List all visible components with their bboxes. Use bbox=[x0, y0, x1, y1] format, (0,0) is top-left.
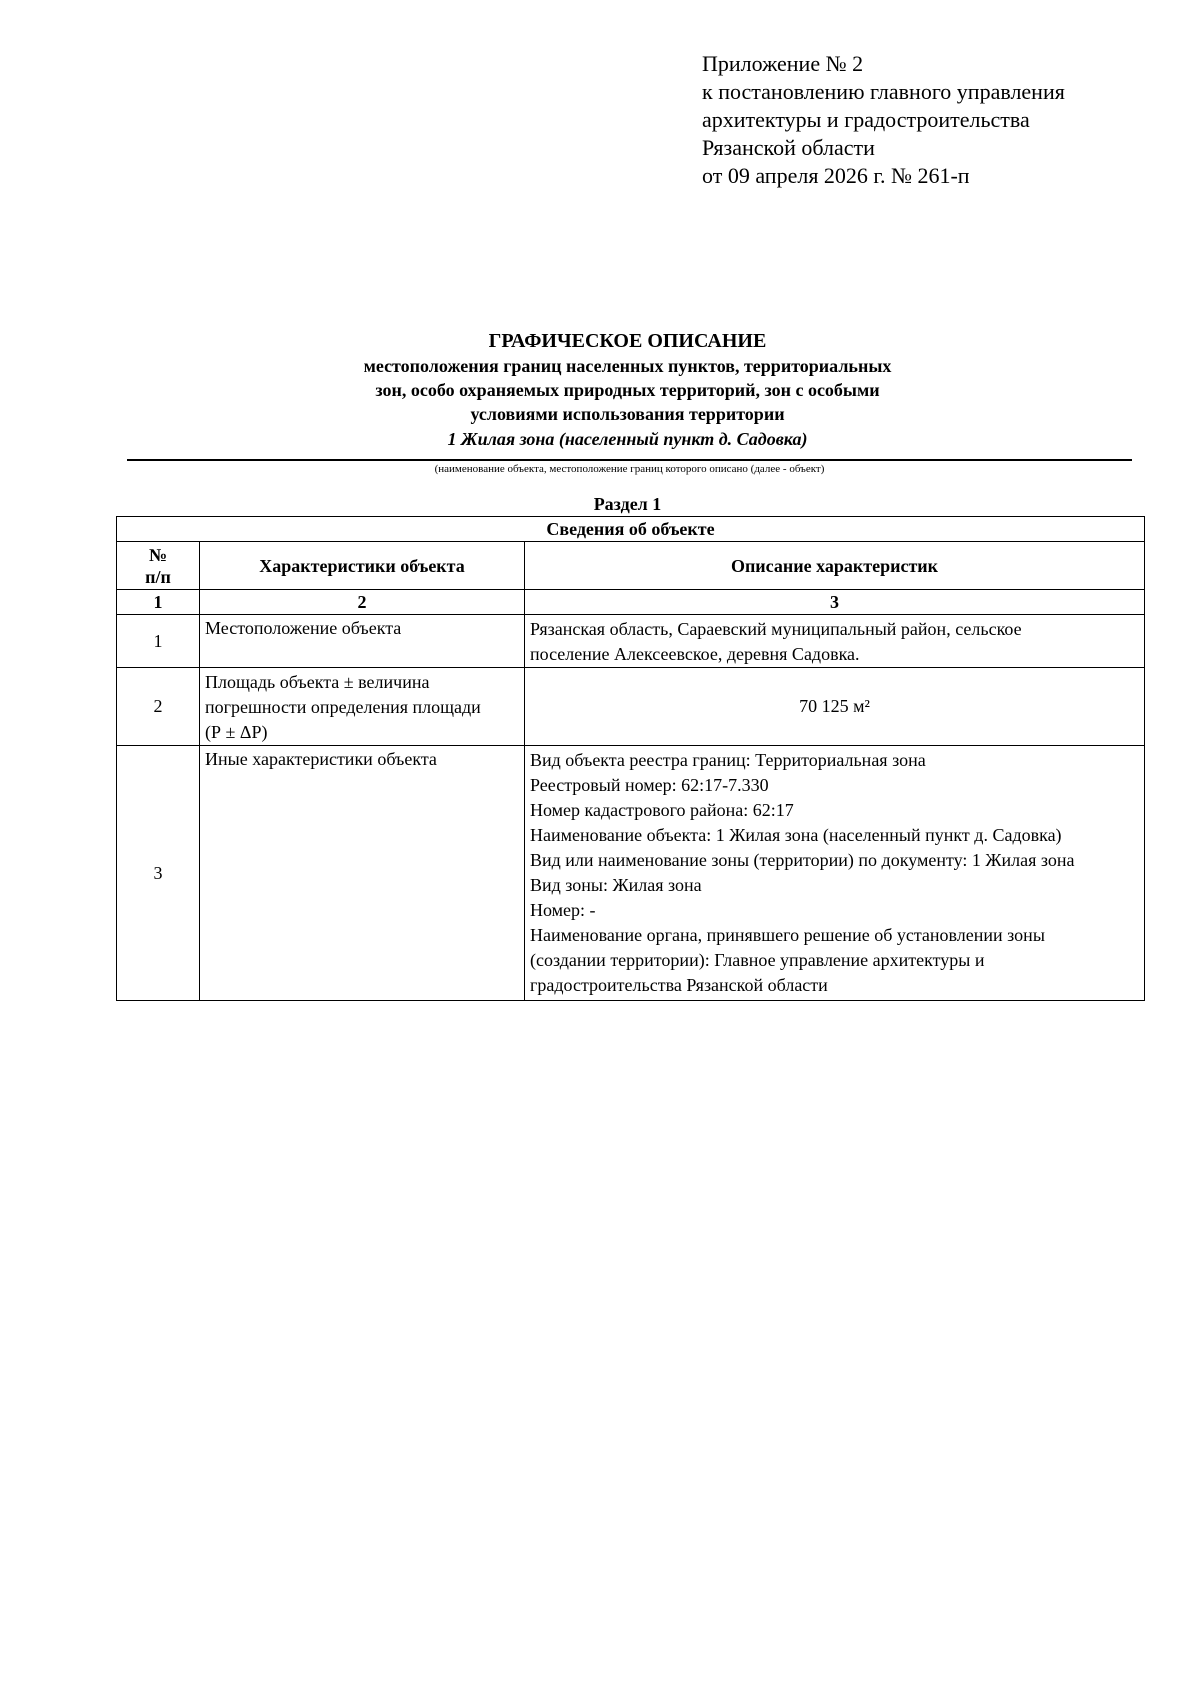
index-cell: 3 bbox=[525, 590, 1145, 615]
object-name: 1 Жилая зона (населенный пункт д. Садовка) bbox=[447, 429, 808, 449]
row-description bbox=[525, 746, 1145, 1001]
appendix-line: от 09 апреля 2026 г. № 261-п bbox=[702, 163, 970, 188]
description-line: Наименование объекта: 1 Жилая зона (населенный пункт д. Садовка) bbox=[530, 825, 1062, 845]
document-subtitle-line: условиями использования территории bbox=[470, 404, 785, 424]
document-heading bbox=[110, 328, 1145, 451]
description-line: Номер кадастрового района: 62:17 bbox=[530, 800, 794, 820]
object-info-table bbox=[116, 516, 1145, 1001]
characteristic-line: Площадь объекта ± величина bbox=[205, 672, 430, 692]
row-characteristic: Иные характеристики объекта bbox=[200, 746, 525, 1001]
header-description: Описание характеристик bbox=[525, 542, 1145, 590]
description-line: Вид или наименование зоны (территории) по документу: 1 Жилая зона bbox=[530, 850, 1075, 870]
header-characteristic: Характеристики объекта bbox=[200, 542, 525, 590]
characteristic-line: погрешности определения площади bbox=[205, 697, 481, 717]
area-value: 70 125 м² bbox=[799, 696, 870, 716]
index-cell: 1 bbox=[117, 590, 200, 615]
appendix-line: Рязанской области bbox=[702, 135, 875, 160]
description-line: поселение Алексеевское, деревня Садовка. bbox=[530, 644, 860, 664]
appendix-block bbox=[702, 50, 1065, 190]
appendix-line: Приложение № 2 bbox=[702, 51, 864, 76]
appendix-line: к постановлению главного управления bbox=[702, 79, 1065, 104]
document-subtitle-line: зон, особо охраняемых природных территорий, зон с особыми bbox=[375, 380, 880, 400]
description-line: градостроительства Рязанской области bbox=[530, 975, 828, 995]
description-line: Реестровый номер: 62:17-7.330 bbox=[530, 775, 769, 795]
description-line: Рязанская область, Сараевский муниципальный район, сельское bbox=[530, 619, 1022, 639]
row-number: 2 bbox=[117, 668, 200, 746]
table-row bbox=[117, 746, 1145, 1001]
table-title: Сведения об объекте bbox=[117, 517, 1145, 542]
row-description bbox=[525, 668, 1145, 746]
description-line: Вид объекта реестра границ: Территориальная зона bbox=[530, 750, 926, 770]
object-name-underline bbox=[127, 459, 1132, 461]
table-header-row bbox=[117, 542, 1145, 590]
table-title-row bbox=[117, 517, 1145, 542]
table-row bbox=[117, 615, 1145, 668]
description-line: Номер: - bbox=[530, 900, 596, 920]
index-cell: 2 bbox=[200, 590, 525, 615]
section-title: Раздел 1 bbox=[593, 494, 662, 514]
row-characteristic: Местоположение объекта bbox=[200, 615, 525, 668]
description-line: (создании территории): Главное управление архитектуры и bbox=[530, 950, 985, 970]
table-index-row bbox=[117, 590, 1145, 615]
appendix-line: архитектуры и градостроительства bbox=[702, 107, 1030, 132]
document-title: ГРАФИЧЕСКОЕ ОПИСАНИЕ bbox=[488, 330, 767, 352]
header-num bbox=[117, 542, 200, 590]
characteristic-line: (Р ± ΔР) bbox=[205, 722, 268, 742]
table-row bbox=[117, 668, 1145, 746]
description-line: Вид зоны: Жилая зона bbox=[530, 875, 702, 895]
object-caption: (наименование объекта, местоположение границ которого описано (далее - объект) bbox=[434, 463, 825, 475]
header-num-text: № п/п bbox=[145, 544, 171, 587]
row-number: 1 bbox=[117, 615, 200, 668]
row-characteristic bbox=[200, 668, 525, 746]
description-line: Наименование органа, принявшего решение об установлении зоны bbox=[530, 925, 1045, 945]
document-subtitle-line: местоположения границ населенных пунктов, территориальных bbox=[363, 356, 892, 376]
row-number: 3 bbox=[117, 746, 200, 1001]
row-description bbox=[525, 615, 1145, 668]
